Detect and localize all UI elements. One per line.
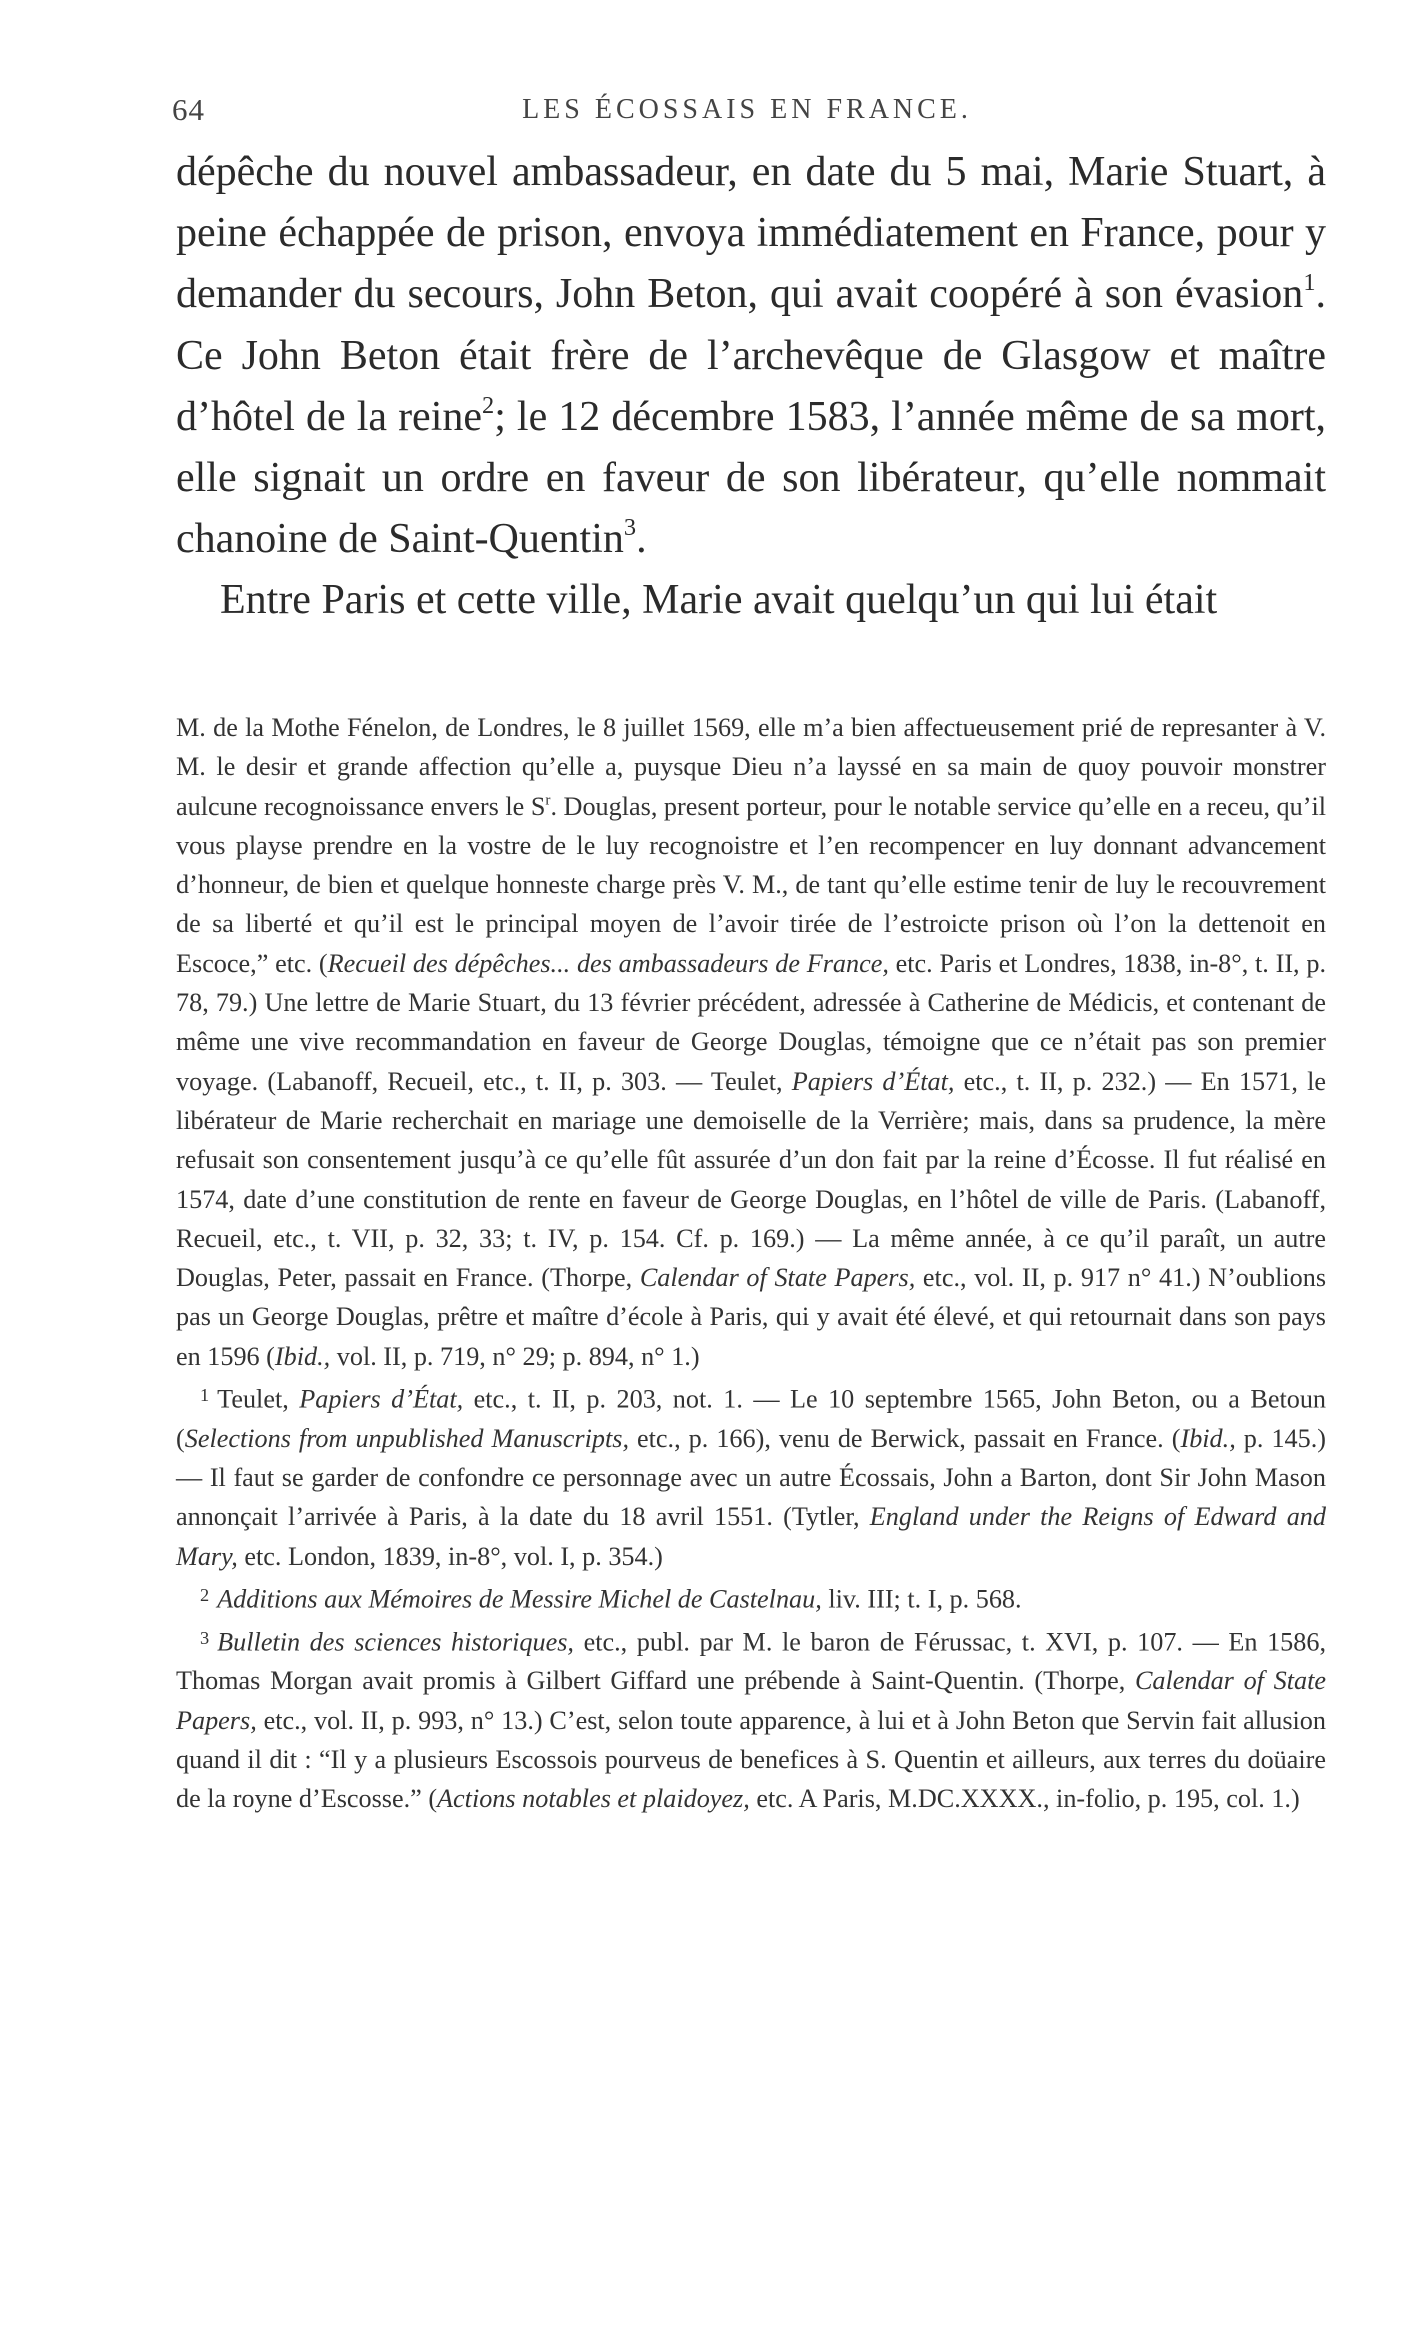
- page-number: 64: [172, 92, 205, 127]
- main-text: [176, 142, 1326, 632]
- footnote-ref-2: 2: [482, 391, 495, 419]
- footnote-number: 1: [200, 1385, 210, 1406]
- footnote-1: $^1$ Teulet, Papiers d’État, etc., t. II, p. 203, not. 1. — Le 10 septembre 1565, John Beton, ou a Betoun (Selections from unpublished Manuscripts, etc., p. 166), venu de Berwick, passait en France. (Ibid., p. 145.) — Il faut se garder de confondre ce personnage avec un autre Écossais, John a Barton, dont Sir John Mason annonçait l’arrivée à Paris, à la date du 18 avril 1551. (Tytler, England under the Reigns of Edward and Mary, etc. London, 1839, in-8°, vol. I, p. 354.): [176, 1384, 1327, 1571]
- footnotes: [176, 708, 1326, 1819]
- footnote-3: $^3$ Bulletin des sciences historiques, etc., publ. par M. le baron de Férussac, t. XVI, p. 107. — En 1586, Thomas Morgan avait promis à Gilbert Giffard une prébende à Saint-Quentin. (Thorpe, Calendar of State Papers, etc., vol. II, p. 993, n° 13.) C’est, selon toute apparence, à lui et à John Beton que Servin fait allusion quand il dit : “Il y a plusieurs Escossois pourveus de benefices à S. Quentin et ailleurs, aux terres du doüaire de la royne d’Escosse.” (Actions notables et plaidoyez, etc. A Paris, M.DC.XXXX., in-folio, p. 195, col. 1.): [176, 1627, 1326, 1814]
- running-title: LES ÉCOSSAIS EN FRANCE.: [522, 94, 972, 125]
- page-header: [172, 92, 1322, 132]
- paragraph-new: Entre Paris et cette ville, Marie avait quelqu’un qui lui était: [220, 577, 1218, 624]
- footnote-number: 3: [200, 1627, 210, 1648]
- footnote-number: 2: [200, 1584, 210, 1605]
- footnote-ref-3: 3: [623, 514, 637, 542]
- footnote-continuation: M. de la Mothe Fénelon, de Londres, le 8 juillet 1569, elle m’a bien affectueusement prié de represanter à V. M. le desir et grande affection qu’elle a, puysque Dieu n’a layssé en sa main de quoy pouvoir monstrer aulcune recognoissance envers le $S^r$. Douglas, present porteur, pour le notable service qu’elle en a receu, qu’il vous playse prendre en la vostre de le luy recognoistre et l’en recompencer en luy donnant advancement d’honneur, de bien et quelque honneste charge près V. M., de tant qu’elle estime tenir de luy le recouvrement de sa liberté et qu’il est le principal moyen de l’avoir tirée de l’estroicte prison où l’on la dettenoit en Escoce,” etc. (Recueil des dépêches... des ambassadeurs de France, etc. Paris et Londres, 1838, in-8°, t. II, p. 78, 79.) Une lettre de Marie Stuart, du 13 février précédent, adressée à Catherine de Médicis, et contenant de même une vive recommandation en faveur de George Douglas, témoigne que ce n’était pas son premier voyage. (Labanoff, Recueil, etc., t. II, p. 303. — Teulet, Papiers d’État, etc., t. II, p. 232.) — En 1571, le libérateur de Marie recherchait en mariage une demoiselle de la Verrière; mais, dans sa prudence, la mère refusait son consentement jusqu’à ce qu’elle fût assurée d’un don fait par la reine d’Écosse. Il fut réalisé en 1574, date d’une constitution de rente en faveur de George Douglas, en l’hôtel de ville de Paris. (Labanoff, Recueil, etc., t. VII, p. 32, 33; t. IV, p. 154. Cf. p. 169.) — La même année, à ce qu’il paraît, un autre Douglas, Peter, passait en France. (Thorpe, Calendar of State Papers, etc., vol. II, p. 917 n° 41.) N’oublions pas un George Douglas, prêtre et maître d’école à Paris, qui y avait été élevé, et qui retournait dans son pays en 1596 (Ibid., vol. II, p. 719, n° 29; p. 894, n° 1.): [176, 713, 1327, 1371]
- footnote-ref-1: 1: [1303, 269, 1316, 297]
- footnote-2: $^2$ Additions aux Mémoires de Messire Michel de Castelnau, liv. III; t. I, p. 568.: [200, 1584, 1022, 1614]
- paragraph-continued: dépêche du nouvel ambassadeur, en date du 5 mai, Marie Stuart, à peine échappée de prison, envoya immédiatement en France, pour y demander du secours, John Beton, qui avait coopéré à son évasion$^1$. Ce John Beton était frère de l’archevêque de Glasgow et maître d’hôtel de la reine$^2$; le 12 décembre 1583, l’année même de sa mort, elle signait un ordre en faveur de son libérateur, qu’elle nommait chanoine de Saint-Quentin$^3$.: [176, 149, 1327, 563]
